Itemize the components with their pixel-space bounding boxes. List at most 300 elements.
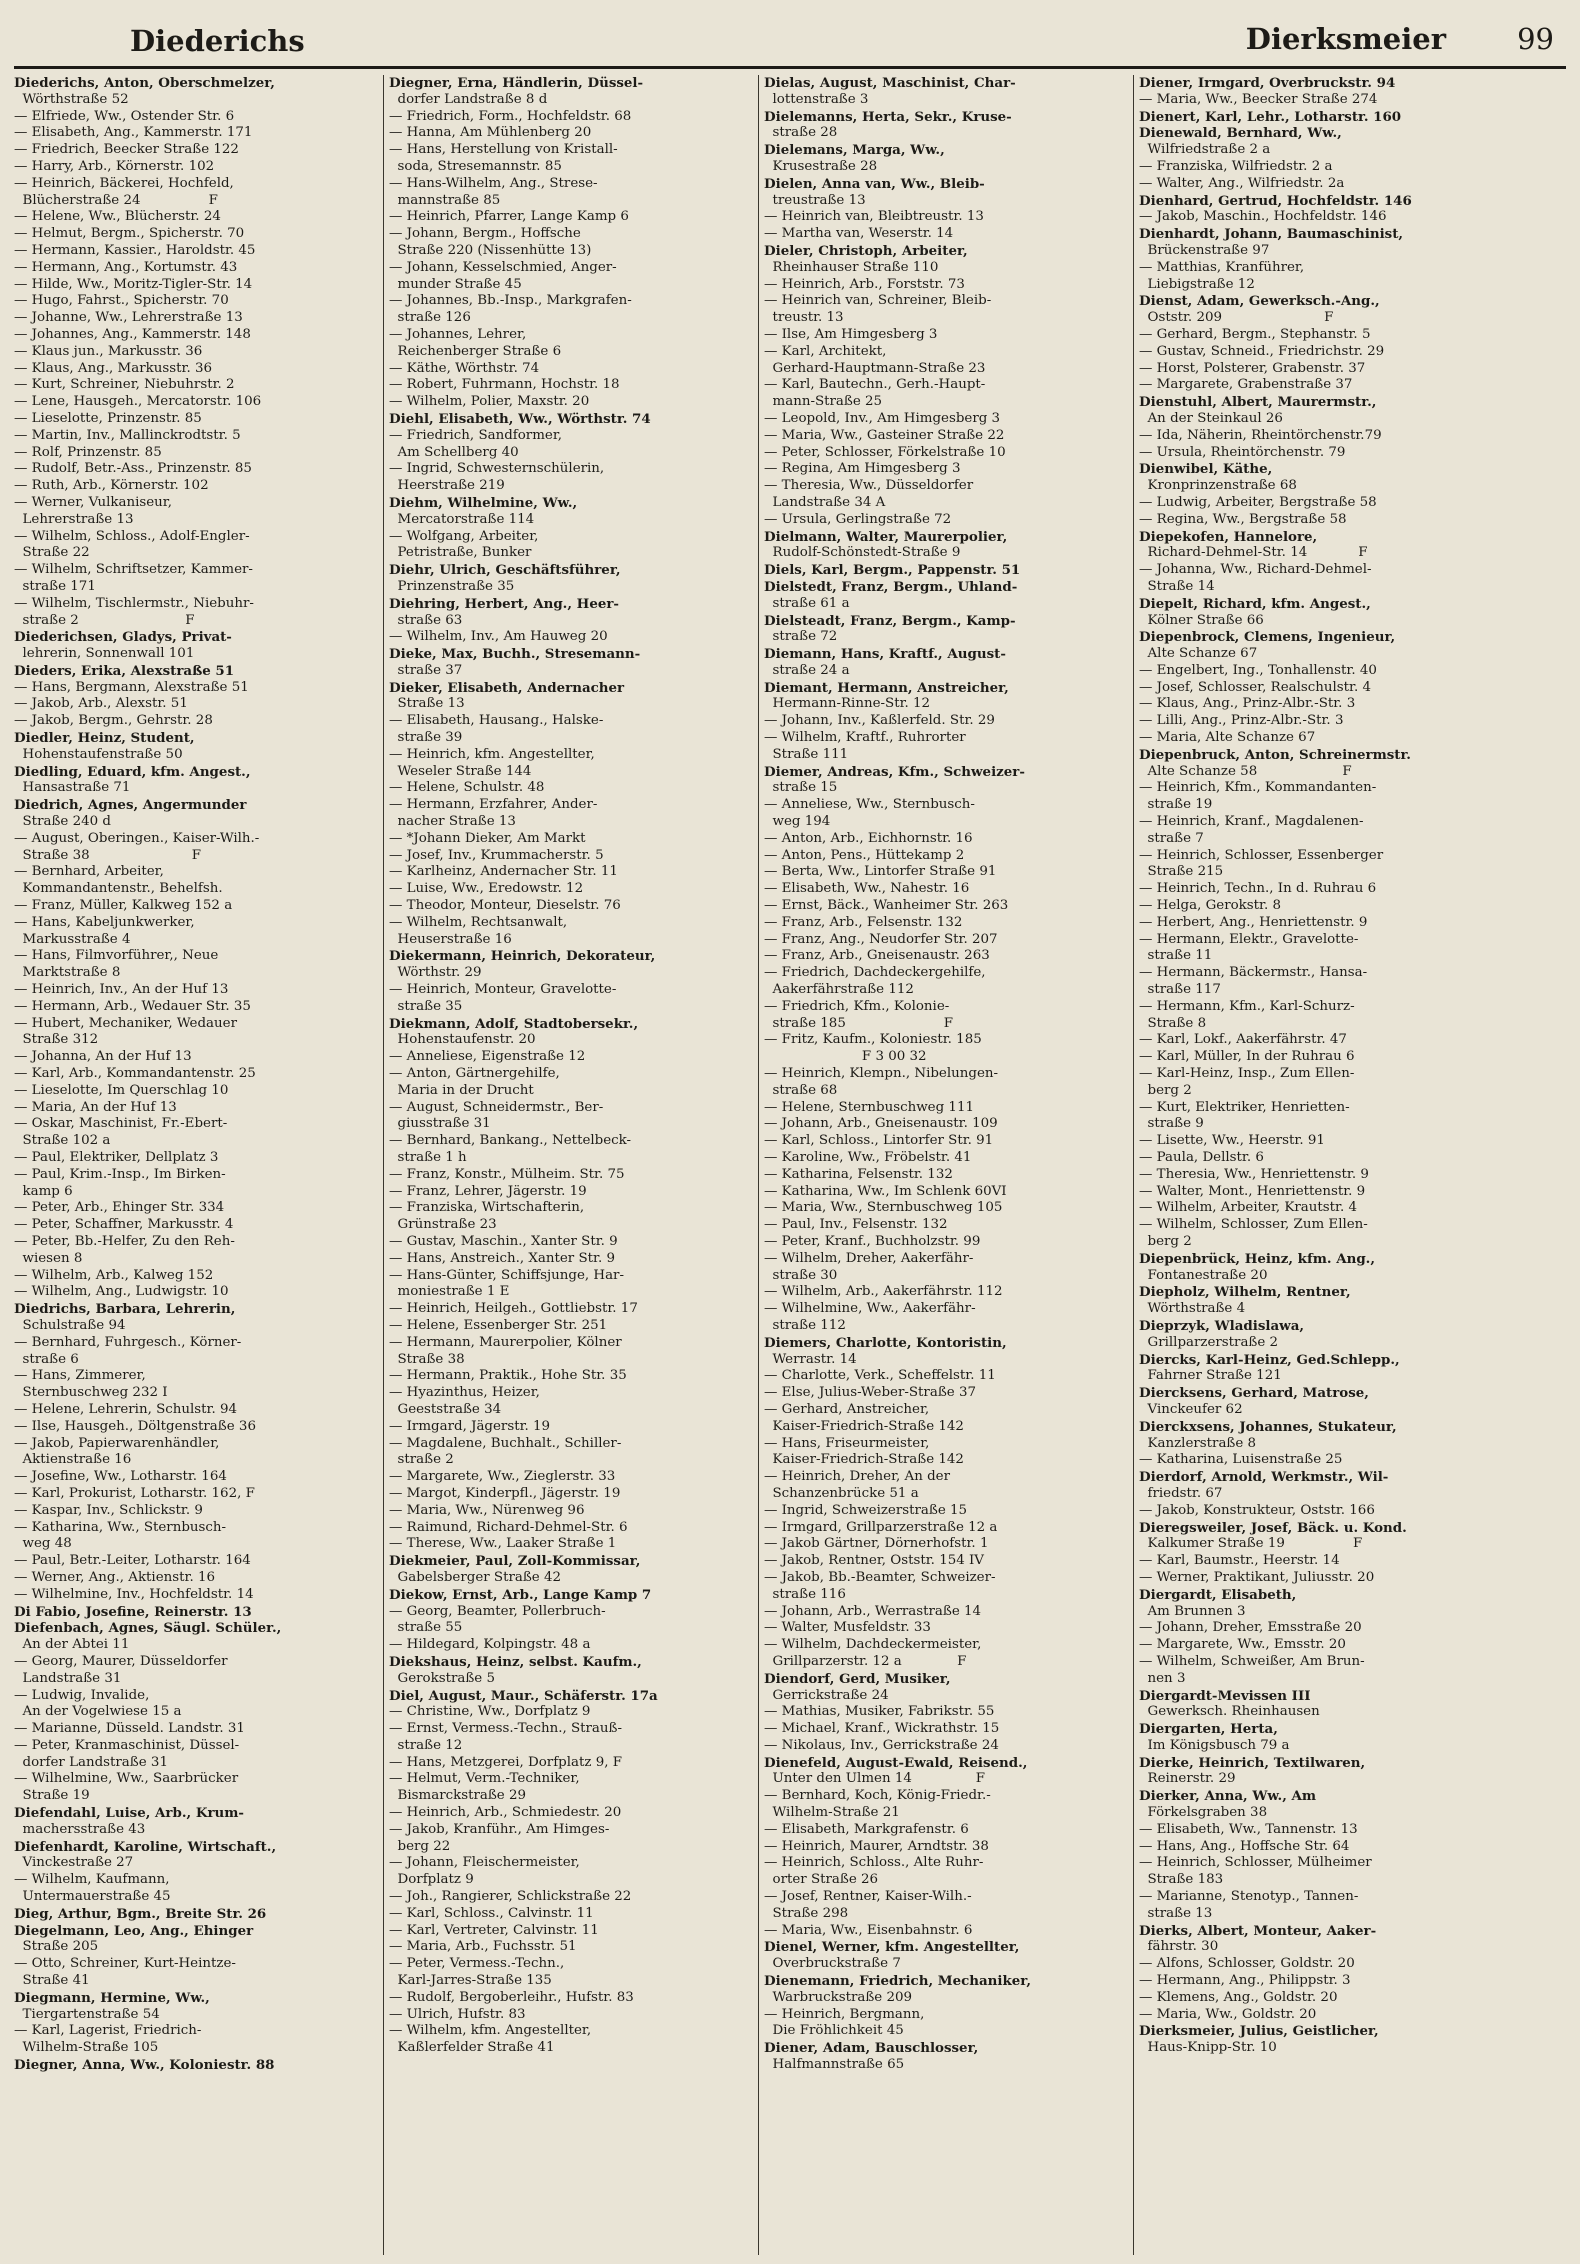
directory-entry: — Maria, An der Huf 13 [14, 1099, 177, 1115]
directory-entry: — Heinrich, Maurer, Arndtstr. 38 [764, 1838, 989, 1854]
directory-entry: — Hans, Friseurmeister, [764, 1435, 930, 1451]
directory-entry: — Gustav, Maschin., Xanter Str. 9 [389, 1233, 618, 1249]
directory-entry-surname: Diekshaus, Heinz, selbst. Kaufm., [389, 1653, 642, 1670]
directory-entry: Straße 41 [14, 1973, 90, 1989]
directory-entry: — Maria, Ww., Gasteiner Straße 22 [764, 427, 1005, 443]
directory-entry: — Friedrich, Kfm., Kolonie- [764, 998, 950, 1014]
directory-entry: — Katharina, Felsenstr. 132 [764, 1166, 953, 1182]
directory-entry: Overbruckstraße 7 [764, 1956, 901, 1972]
directory-entry: — Regina, Ww., Bergstraße 58 [1139, 511, 1347, 527]
directory-entry: — Jakob, Bergm., Gehrstr. 28 [14, 713, 213, 729]
directory-entry-surname: Dierdorf, Arnold, Werkmstr., Wil- [1139, 1469, 1389, 1486]
directory-entry-surname: Dieker, Elisabeth, Andernacher [389, 679, 625, 696]
directory-entry-surname: Dienhard, Gertrud, Hochfeldstr. 146 [1139, 192, 1412, 209]
directory-entry: straße 35 [389, 998, 463, 1014]
directory-entry: — Wilhelm, Kaufmann, [14, 1872, 170, 1888]
directory-entry: — Johanna, Ww., Richard-Dehmel- [1139, 562, 1372, 578]
directory-entry: — Wolfgang, Arbeiter, [389, 528, 539, 544]
directory-entry-surname: Dieders, Erika, Alexstraße 51 [14, 662, 235, 679]
directory-entry: — Lieselotte, Im Querschlag 10 [14, 1082, 229, 1098]
directory-entry-surname: Dieg, Arthur, Bgm., Breite Str. 26 [14, 1905, 267, 1922]
directory-entry: straße 55 [389, 1620, 463, 1636]
directory-entry: Landstraße 31 [14, 1670, 122, 1686]
directory-entry: straße 1 h [389, 1150, 467, 1165]
directory-entry: Heerstraße 219 [389, 478, 505, 494]
directory-entry: Wörthstraße 52 [14, 91, 129, 107]
directory-entry: — Anton, Arb., Eichhornstr. 16 [764, 830, 973, 846]
directory-entry: — *Johann Dieker, Am Markt [389, 830, 586, 846]
directory-entry-surname: Dierckxsens, Johannes, Stukateur, [1139, 1418, 1397, 1435]
directory-entry: — Wilhelm, Rechtsanwalt, [389, 914, 568, 930]
directory-entry: straße 9 [1139, 1116, 1204, 1132]
directory-entry: — Hermann, Kassier., Haroldstr. 45 [14, 242, 256, 258]
directory-entry-surname: Dienert, Karl, Lehr., Lotharstr. 160 [1139, 108, 1402, 125]
directory-entry: treustraße 13 [764, 192, 866, 208]
directory-entry: Reinerstr. 29 [1139, 1771, 1236, 1787]
directory-entry: — Helene, Lehrerin, Schulstr. 94 [14, 1401, 238, 1417]
directory-entry: — Anton, Gärtnergehilfe, [389, 1066, 560, 1082]
directory-entry: — Karl, Architekt, [764, 343, 887, 359]
directory-entry: — Rolf, Prinzenstr. 85 [14, 444, 162, 460]
page-number: 99 [1517, 22, 1554, 56]
directory-entry: — Georg, Beamter, Pollerbruch- [389, 1603, 606, 1619]
directory-entry: — Maria, Arb., Fuchsstr. 51 [389, 1939, 577, 1955]
directory-entry: — Hilde, Ww., Moritz-Tigler-Str. 14 [14, 276, 253, 292]
directory-entry: — Werner, Praktikant, Juliusstr. 20 [1139, 1569, 1375, 1585]
directory-entry-surname: Diegelmann, Leo, Ang., Ehinger [14, 1922, 254, 1939]
directory-entry: — Marianne, Stenotyp., Tannen- [1139, 1889, 1359, 1905]
directory-entry: kamp 6 [14, 1183, 73, 1199]
directory-entry: — Heinrich, Arb., Schmiedestr. 20 [389, 1805, 622, 1821]
directory-entry: Gerokstraße 5 [389, 1670, 495, 1686]
directory-entry-surname: Diener, Irmgard, Overbruckstr. 94 [1139, 75, 1396, 91]
directory-entry: — Ludwig, Invalide, [14, 1687, 150, 1703]
directory-entry: Vinckestraße 27 [14, 1855, 134, 1871]
directory-entry: soda, Stresemannstr. 85 [389, 158, 562, 174]
directory-entry-surname: Diepelt, Richard, kfm. Angest., [1139, 595, 1371, 612]
directory-entry-surname: Diercks, Karl-Heinz, Ged.Schlepp., [1139, 1351, 1400, 1368]
directory-entry: — Maria, Ww., Nürenweg 96 [389, 1502, 585, 1518]
directory-entry-surname: Diedrichs, Barbara, Lehrerin, [14, 1301, 236, 1318]
directory-entry: — Johann, Inv., Kaßlerfeld. Str. 29 [764, 713, 995, 729]
directory-entry: — Johann, Dreher, Emsstraße 20 [1139, 1620, 1362, 1636]
directory-entry: straße 171 [14, 578, 96, 594]
directory-entry: — Margot, Kinderpfl., Jägerstr. 19 [389, 1485, 621, 1501]
directory-entry: — Johannes, Ang., Kammerstr. 148 [14, 326, 251, 342]
directory-entry: Straße 38 F [14, 847, 202, 863]
directory-entry: — Irmgard, Jägerstr. 19 [389, 1418, 551, 1434]
directory-entry: — Heinrich, Schlosser, Mülheimer [1139, 1855, 1372, 1871]
directory-entry: — Paul, Betr.-Leiter, Lotharstr. 164 [14, 1553, 251, 1569]
directory-entry: — Hans-Günter, Schiffsjunge, Har- [389, 1267, 624, 1283]
directory-entry-surname: Diemers, Charlotte, Kontoristin, [764, 1334, 1007, 1351]
directory-entry: — Hugo, Fahrst., Spicherstr. 70 [14, 293, 229, 309]
directory-entry: — Karl, Vertreter, Calvinstr. 11 [389, 1922, 599, 1938]
directory-entry: — Jakob, Papierwarenhändler, [14, 1435, 220, 1451]
directory-entry: — Käthe, Wörthstr. 74 [389, 360, 540, 376]
directory-entry: — Karlheinz, Andernacher Str. 11 [389, 864, 618, 880]
directory-entry: — Friedrich, Form., Hochfeldstr. 68 [389, 108, 632, 124]
directory-entry: — Ursula, Rheintörchenstr. 79 [1139, 444, 1346, 460]
directory-entry: nen 3 [1139, 1670, 1186, 1686]
directory-entry: dorfer Landstraße 8 d [389, 91, 548, 107]
directory-entry: munder Straße 45 [389, 276, 522, 292]
directory-entry: — Wilhelmine, Ww., Saarbrücker [14, 1771, 239, 1787]
directory-entry: — Christine, Ww., Dorfplatz 9 [389, 1704, 591, 1720]
directory-entry-surname: Diehring, Herbert, Ang., Heer- [389, 595, 619, 612]
directory-entry: Heuserstraße 16 [389, 931, 512, 947]
directory-entry: Dorfplatz 9 [389, 1872, 474, 1888]
directory-entry: Kalkumer Straße 19 F [1139, 1536, 1363, 1552]
directory-entry: — Hans-Wilhelm, Ang., Strese- [389, 175, 598, 191]
directory-entry: — Paul, Inv., Felsenstr. 132 [764, 1217, 948, 1233]
directory-entry: — Bernhard, Fuhrgesch., Körner- [14, 1334, 242, 1350]
directory-entry: Unter den Ulmen 14 F [764, 1771, 986, 1787]
directory-entry: Marktstraße 8 [14, 965, 121, 981]
directory-entry: Haus-Knipp-Str. 10 [1139, 2040, 1277, 2056]
directory-entry: — Fritz, Kaufm., Koloniestr. 185 [764, 1032, 982, 1048]
directory-entry: — Klemens, Ang., Goldstr. 20 [1139, 1989, 1338, 2005]
directory-entry: — Johann, Fleischermeister, [389, 1855, 580, 1871]
directory-entry: Straße 312 [14, 1032, 99, 1048]
directory-entry: friedstr. 67 [1139, 1485, 1223, 1501]
directory-entry: — Robert, Fuhrmann, Hochstr. 18 [389, 377, 620, 393]
directory-entry: straße 63 [389, 612, 463, 628]
directory-entry: — Irmgard, Grillparzerstraße 12 a [764, 1519, 998, 1535]
directory-entry: An der Vogelwiese 15 a [14, 1704, 182, 1720]
directory-entry: straße 72 [764, 629, 838, 645]
directory-entry: — Ruth, Arb., Körnerstr. 102 [14, 478, 209, 494]
directory-entry-surname: Diefendahl, Luise, Arb., Krum- [14, 1805, 244, 1822]
directory-entry: — Karl, Lagerist, Friedrich- [14, 2023, 202, 2039]
directory-entry: Straße 111 [764, 746, 849, 762]
directory-entry: straße 12 [389, 1737, 463, 1753]
directory-entry: — Heinrich van, Bleibtreustr. 13 [764, 209, 984, 225]
directory-entry: — Ingrid, Schweizerstraße 15 [764, 1502, 968, 1518]
directory-entry: Rheinhauser Straße 110 [764, 259, 939, 275]
directory-entry: Markusstraße 4 [14, 931, 131, 947]
directory-entry: Prinzenstraße 35 [389, 578, 515, 594]
header-last-name: Dierksmeier [1245, 22, 1446, 56]
directory-entry: — Wilhelm, Kraftf., Ruhrorter [764, 730, 966, 746]
directory-entry: Krusestraße 28 [764, 158, 878, 174]
directory-entry: Grünstraße 23 [389, 1217, 497, 1233]
directory-entry: — Wilhelm, kfm. Angestellter, [389, 2023, 592, 2039]
directory-entry: — Heinrich, Klempn., Nibelungen- [764, 1066, 999, 1082]
directory-entry: straße 30 [764, 1267, 838, 1283]
directory-entry: Blücherstraße 24 F [14, 192, 218, 208]
directory-entry: — Heinrich, Schlosser, Essenberger [1139, 847, 1384, 863]
directory-entry-surname: Dienel, Werner, kfm. Angestellter, [764, 1939, 1020, 1956]
directory-entry-surname: Diekmann, Adolf, Stadtobersekr., [389, 1015, 639, 1032]
directory-entry: lottenstraße 3 [764, 91, 869, 107]
directory-entry: Förkelsgraben 38 [1139, 1805, 1268, 1821]
directory-entry: — Franz, Arb., Gneisenaustr. 263 [764, 948, 990, 964]
directory-entry: — Gerhard, Bergm., Stephanstr. 5 [1139, 326, 1371, 342]
directory-entry: — Wilhelm, Schloss., Adolf-Engler- [14, 528, 250, 544]
directory-entry: — Theresia, Ww., Henriettenstr. 9 [1139, 1166, 1369, 1182]
directory-entry: — Horst, Polsterer, Grabenstr. 37 [1139, 360, 1366, 376]
directory-entry: straße 2 [389, 1452, 454, 1468]
directory-entry: Lehrerstraße 13 [14, 511, 134, 527]
directory-entry: — Ludwig, Arbeiter, Bergstraße 58 [1139, 494, 1377, 510]
directory-entry: — Martha van, Weserstr. 14 [764, 226, 954, 242]
column-2 [389, 75, 753, 2255]
directory-entry: — Elfriede, Ww., Ostender Str. 6 [14, 108, 235, 124]
directory-entry: — Gerhard, Anstreicher, [764, 1401, 930, 1417]
directory-entry-surname: Diehl, Elisabeth, Ww., Wörthstr. 74 [389, 410, 651, 427]
directory-entry: — Marianne, Düsseld. Landstr. 31 [14, 1721, 245, 1737]
directory-entry: — Joh., Rangierer, Schlickstraße 22 [389, 1889, 632, 1905]
directory-entry: — Engelbert, Ing., Tonhallenstr. 40 [1139, 662, 1377, 678]
directory-entry-surname: Diel, August, Maur., Schäferstr. 17a [389, 1687, 658, 1704]
directory-entry: — Karl, Arb., Kommandantenstr. 25 [14, 1066, 256, 1082]
directory-entry: — Karl, Baumstr., Heerstr. 14 [1139, 1553, 1340, 1569]
directory-entry: Straße 14 [1139, 578, 1215, 594]
directory-entry: — Lisette, Ww., Heerstr. 91 [1139, 1133, 1325, 1149]
directory-entry-surname: Dielsteadt, Franz, Bergm., Kamp- [764, 612, 1016, 629]
column-divider [1133, 75, 1134, 2255]
directory-entry: Straße 13 [389, 696, 465, 712]
directory-entry: Straße 205 [14, 1939, 99, 1955]
directory-entry: — Jakob, Rentner, Oststr. 154 IV [764, 1553, 984, 1569]
directory-entry: — Bernhard, Bankang., Nettelbeck- [389, 1133, 632, 1149]
directory-entry: — Johann, Arb., Werrastraße 14 [764, 1603, 982, 1619]
directory-entry: — Ursula, Gerlingstraße 72 [764, 511, 952, 527]
directory-entry: — Lieselotte, Prinzenstr. 85 [14, 410, 202, 426]
directory-entry-surname: Diergarten, Herta, [1139, 1721, 1278, 1738]
directory-entry: F 3 00 32 [764, 1049, 927, 1065]
directory-entry-surname: Dierker, Anna, Ww., Am [1139, 1788, 1317, 1805]
directory-entry-surname: Dierks, Albert, Monteur, Aaker- [1139, 1922, 1377, 1939]
page-header [14, 14, 1566, 69]
directory-entry: — Heinrich, Inv., An der Huf 13 [14, 982, 229, 998]
directory-entry: — Hans, Filmvorführer,, Neue [14, 948, 219, 964]
directory-entry: — Peter, Schaffner, Markusstr. 4 [14, 1217, 234, 1233]
directory-entry-surname: Dieler, Christoph, Arbeiter, [764, 242, 968, 259]
directory-entry: — Kurt, Elektriker, Henrietten- [1139, 1099, 1350, 1115]
directory-entry: mann-Straße 25 [764, 394, 883, 410]
directory-entry-surname: Dierksmeier, Julius, Geistlicher, [1139, 2023, 1379, 2040]
directory-entry-surname: Diepenbrock, Clemens, Ingenieur, [1139, 629, 1396, 646]
directory-entry: — Hermann, Ang., Kortumstr. 43 [14, 259, 238, 275]
directory-entry: — Hans, Ang., Hoffsche Str. 64 [1139, 1838, 1350, 1854]
directory-entry: Alte Schanze 67 [1139, 646, 1258, 662]
directory-entry-surname: Dielen, Anna van, Ww., Bleib- [764, 175, 985, 192]
directory-entry: — Peter, Kranmaschinist, Düssel- [14, 1737, 240, 1753]
directory-entry: — Maria, Ww., Goldstr. 20 [1139, 2006, 1317, 2022]
directory-entry: straße 37 [389, 662, 463, 678]
directory-entry: orter Straße 26 [764, 1872, 879, 1888]
directory-entry-surname: Diefenbach, Agnes, Säugl. Schüler., [14, 1620, 282, 1637]
directory-entry: — Helene, Ww., Blücherstr. 24 [14, 209, 221, 225]
directory-entry: An der Abtei 11 [14, 1637, 130, 1653]
directory-entry: Die Fröhlichkeit 45 [764, 2023, 904, 2039]
directory-entry: — Heinrich, Monteur, Gravelotte- [389, 982, 617, 998]
directory-entry: — Peter, Arb., Ehinger Str. 334 [14, 1200, 225, 1216]
directory-entry: — Karl, Prokurist, Lotharstr. 162, F [14, 1485, 255, 1501]
directory-entry-surname: Diepenbrück, Heinz, kfm. Ang., [1139, 1250, 1376, 1267]
directory-entry: Gerrickstraße 24 [764, 1687, 889, 1703]
directory-entry: — Michael, Kranf., Wickrathstr. 15 [764, 1721, 1000, 1737]
directory-entry: berg 22 [389, 1838, 451, 1854]
directory-entry: Weseler Straße 144 [389, 763, 532, 779]
directory-entry-surname: Dielemanns, Herta, Sekr., Kruse- [764, 108, 1012, 125]
directory-entry: — Ulrich, Hufstr. 83 [389, 2006, 526, 2022]
directory-entry: — Theresia, Ww., Düsseldorfer [764, 478, 974, 494]
directory-entry: — Wilhelm, Arbeiter, Krautstr. 4 [1139, 1200, 1357, 1216]
directory-entry: Karl-Jarres-Straße 135 [389, 1973, 552, 1989]
directory-entry-surname: Dienefeld, August-Ewald, Reisend., [764, 1754, 1028, 1771]
directory-entry: — Karl, Schloss., Calvinstr. 11 [389, 1905, 594, 1921]
directory-entry: Am Schellberg 40 [389, 444, 519, 460]
directory-entry-surname: Diederichsen, Gladys, Privat- [14, 629, 232, 646]
directory-entry-surname: Diehr, Ulrich, Geschäftsführer, [389, 562, 621, 579]
directory-entry: straße 39 [389, 730, 463, 746]
directory-entry: — Paul, Elektriker, Dellplatz 3 [14, 1150, 219, 1165]
directory-entry-surname: Dienstuhl, Albert, Maurermstr., [1139, 394, 1377, 411]
directory-entry: straße 68 [764, 1082, 838, 1098]
directory-entry: — Leopold, Inv., Am Himgesberg 3 [764, 410, 1001, 426]
directory-entry: — Heinrich, Techn., In d. Ruhrau 6 [1139, 881, 1377, 897]
directory-entry: — Margarete, Ww., Emsstr. 20 [1139, 1637, 1346, 1653]
directory-entry: — Maria, Ww., Sternbuschweg 105 [764, 1200, 1003, 1216]
directory-entry: lehrerin, Sonnenwall 101 [14, 646, 195, 662]
directory-entry: Schanzenbrücke 51 a [764, 1485, 919, 1501]
directory-entry: — Peter, Kranf., Buchholzstr. 99 [764, 1233, 981, 1249]
directory-entry: — Johanne, Ww., Lehrerstraße 13 [14, 310, 243, 326]
directory-entry: — Helene, Essenberger Str. 251 [389, 1317, 608, 1333]
directory-entry: — Theodor, Monteur, Dieselstr. 76 [389, 898, 621, 914]
directory-entry: — Heinrich, Bäckerei, Hochfeld, [14, 175, 234, 191]
directory-entry: berg 2 [1139, 1233, 1192, 1249]
directory-entry: dorfer Landstraße 31 [14, 1754, 168, 1770]
directory-entry: — Ilse, Am Himgesberg 3 [764, 326, 938, 342]
directory-entry: — Hermann, Elektr., Gravelotte- [1139, 931, 1359, 947]
directory-entry: Grillparzerstr. 12 a F [764, 1653, 967, 1669]
column-divider [383, 75, 384, 2255]
directory-entry: Aakerfährstraße 112 [764, 982, 914, 998]
directory-entry: — Jakob, Maschin., Hochfeldstr. 146 [1139, 209, 1387, 225]
directory-entry-surname: Diedler, Heinz, Student, [14, 730, 195, 747]
directory-entry: Wilhelm-Straße 21 [764, 1805, 900, 1821]
directory-entry: — Johannes, Bb.-Insp., Markgrafen- [389, 293, 632, 309]
directory-entry: — Wilhelm, Polier, Maxstr. 20 [389, 394, 590, 410]
directory-entry-surname: Diefenhardt, Karoline, Wirtschaft., [14, 1838, 277, 1855]
directory-entry: — Luise, Ww., Eredowstr. 12 [389, 881, 584, 897]
directory-entry: Werrastr. 14 [764, 1351, 857, 1367]
directory-entry: — Alfons, Schlosser, Goldstr. 20 [1139, 1956, 1355, 1972]
directory-entry: — Heinrich, Heilgeh., Gottliebstr. 17 [389, 1301, 638, 1317]
directory-entry: — Hans, Metzgerei, Dorfplatz 9, F [389, 1754, 623, 1770]
directory-entry: Wörthstraße 4 [1139, 1301, 1246, 1317]
directory-entry: — Hermann, Praktik., Hohe Str. 35 [389, 1368, 627, 1384]
directory-entry: — Klaus jun., Markusstr. 36 [14, 343, 203, 359]
directory-entry: — Klaus, Ang., Prinz-Albr.-Str. 3 [1139, 696, 1356, 712]
directory-entry: nacher Straße 13 [389, 814, 516, 830]
directory-entry: Straße 298 [764, 1905, 849, 1921]
directory-entry-surname: Diedling, Eduard, kfm. Angest., [14, 763, 251, 780]
directory-entry: Straße 220 (Nissenhütte 13) [389, 242, 592, 258]
directory-entry-surname: Diederichs, Anton, Oberschmelzer, [14, 75, 275, 91]
directory-entry-surname: Dielstedt, Franz, Bergm., Uhland- [764, 578, 1018, 595]
directory-entry-surname: Diener, Adam, Bauschlosser, [764, 2040, 979, 2057]
directory-entry: Geeststraße 34 [389, 1401, 502, 1417]
directory-entry: — Ida, Näherin, Rheintörchenstr.79 [1139, 427, 1382, 443]
directory-entry: — Franz, Konstr., Mülheim. Str. 75 [389, 1166, 625, 1182]
directory-entry: — Raimund, Richard-Dehmel-Str. 6 [389, 1519, 628, 1535]
directory-entry: Liebigstraße 12 [1139, 276, 1255, 292]
directory-entry: — Wilhelm, Dachdeckermeister, [764, 1637, 982, 1653]
directory-entry: — Helene, Schulstr. 48 [389, 780, 545, 796]
directory-entry: — Wilhelm, Schweißer, Am Brun- [1139, 1653, 1365, 1669]
directory-entry: Kaßlerfelder Straße 41 [389, 2040, 555, 2056]
directory-entry-surname: Dienwibel, Käthe, [1139, 461, 1273, 478]
directory-entry: — Elisabeth, Ww., Nahestr. 16 [764, 881, 970, 897]
directory-entry: — Wilhelm, Ang., Ludwigstr. 10 [14, 1284, 229, 1300]
directory-entry: — Josef, Schlosser, Realschulstr. 4 [1139, 679, 1372, 695]
directory-entry-surname: Diercksens, Gerhard, Matrose, [1139, 1385, 1369, 1402]
directory-entry: — Georg, Maurer, Düsseldorfer [14, 1653, 228, 1669]
directory-entry: — Elisabeth, Hausang., Halske- [389, 713, 604, 729]
header-first-name: Diederichs [130, 24, 305, 58]
directory-entry: — Werner, Vulkaniseur, [14, 494, 172, 510]
directory-entry: — Heinrich, Schloss., Alte Ruhr- [764, 1855, 984, 1871]
directory-entry: straße 126 [389, 310, 471, 326]
directory-entry-surname: Dielemans, Marga, Ww., [764, 142, 945, 159]
column-4 [1139, 75, 1564, 2255]
directory-entry: — Franz, Arb., Felsenstr. 132 [764, 914, 963, 930]
directory-entry-surname: Dienst, Adam, Gewerksch.-Ang., [1139, 293, 1380, 310]
directory-entry: Straße 38 [389, 1351, 465, 1367]
directory-entry: straße 24 a [764, 662, 850, 678]
directory-entry: Bismarckstraße 29 [389, 1788, 527, 1804]
directory-entry: Am Brunnen 3 [1139, 1603, 1246, 1619]
directory-entry: Alte Schanze 58 F [1139, 763, 1352, 779]
directory-entry: Landstraße 34 A [764, 494, 886, 510]
directory-entry: straße 117 [1139, 982, 1221, 998]
directory-entry: — Katharina, Luisenstraße 25 [1139, 1452, 1343, 1468]
directory-entry: — Heinrich, kfm. Angestellter, [389, 746, 595, 762]
directory-entry-surname: Diergardt, Elisabeth, [1139, 1586, 1297, 1603]
directory-entry: — Rudolf, Betr.-Ass., Prinzenstr. 85 [14, 461, 252, 477]
directory-entry: — Heinrich, Dreher, An der [764, 1469, 950, 1485]
directory-entry: — Karoline, Ww., Fröbelstr. 41 [764, 1150, 972, 1165]
directory-entry: — Martin, Inv., Mallinckrodtstr. 5 [14, 427, 241, 443]
directory-entry: Brückenstraße 97 [1139, 242, 1270, 258]
directory-entry: Fahrner Straße 121 [1139, 1368, 1282, 1384]
directory-entry: weg 194 [764, 814, 831, 830]
directory-entry: Straße 8 [1139, 1015, 1207, 1031]
directory-entry: — Gustav, Schneid., Friedrichstr. 29 [1139, 343, 1385, 359]
directory-entry-surname: Diepekofen, Hannelore, [1139, 528, 1318, 545]
directory-entry-surname: Diegner, Erna, Händlerin, Düssel- [389, 75, 644, 91]
directory-entry: — Hermann, Bäckermstr., Hansa- [1139, 965, 1368, 981]
directory-entry: straße 28 [764, 125, 838, 141]
directory-entry: — Johann, Arb., Gneisenaustr. 109 [764, 1116, 998, 1132]
directory-entry: — Hermann, Arb., Wedauer Str. 35 [14, 998, 251, 1014]
directory-entry: giusstraße 31 [389, 1116, 491, 1132]
directory-entry: Kanzlerstraße 8 [1139, 1435, 1257, 1451]
directory-entry-surname: Diepholz, Wilhelm, Rentner, [1139, 1284, 1351, 1301]
directory-entry: — Johann, Kesselschmied, Anger- [389, 259, 617, 275]
directory-entry: Richard-Dehmel-Str. 14 F [1139, 545, 1368, 561]
directory-entry: — Lilli, Ang., Prinz-Albr.-Str. 3 [1139, 713, 1344, 729]
directory-entry: — Peter, Bb.-Helfer, Zu den Reh- [14, 1233, 235, 1249]
directory-entry: — Helga, Gerokstr. 8 [1139, 898, 1282, 914]
directory-entry-surname: Diemann, Hans, Kraftf., August- [764, 646, 1006, 663]
directory-entry: — Wilhelm, Arb., Kalweg 152 [14, 1267, 214, 1283]
